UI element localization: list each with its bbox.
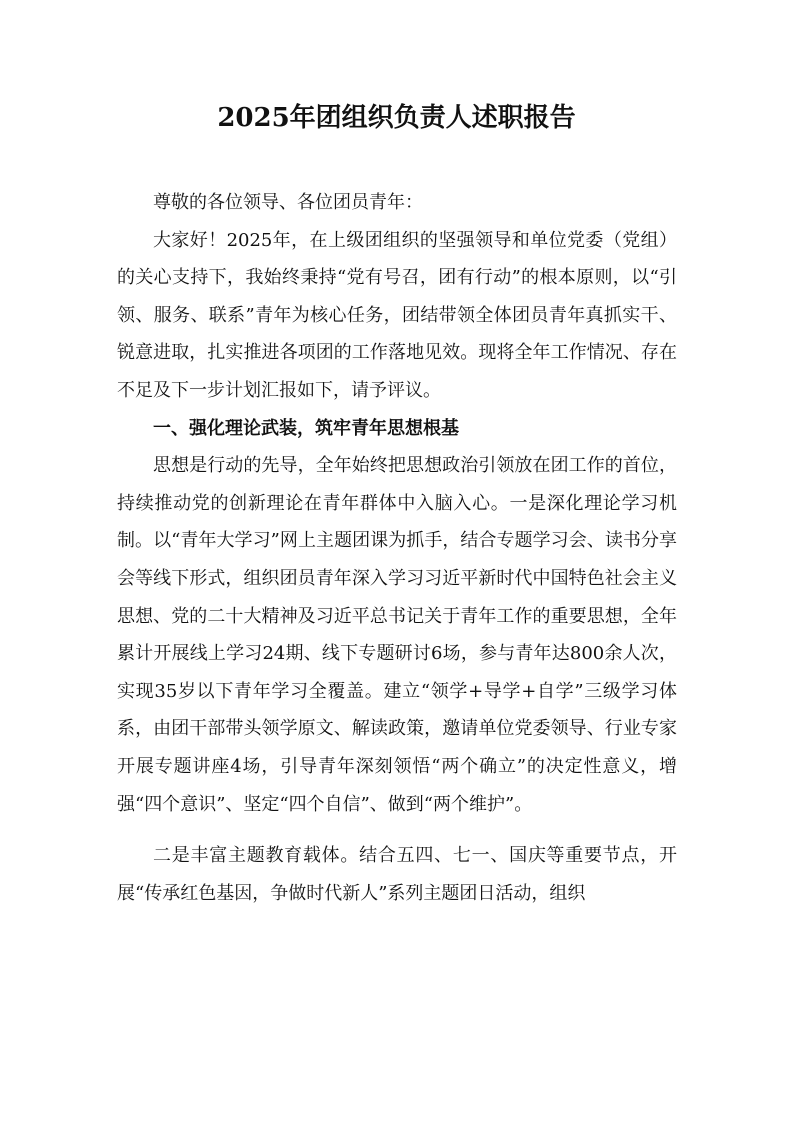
paragraph-section1-2: 二是丰富主题教育载体。结合五四、七一、国庆等重要节点，开展“传承红色基因，争做时代新人”系列主题团日活动，组织	[117, 845, 677, 904]
section-heading-1: 一、强化理论武装，筑牢青年思想根基	[153, 417, 459, 439]
document-title: 2025年团组织负责人述职报告	[217, 103, 576, 133]
paragraph-intro: 大家好！2025年，在上级团组织的坚强领导和单位党委（党组）的关心支持下，我始终秉持“党有号召，团有行动”的根本原则，以“引领、服务、联系”青年为核心任务，团结带领全体团员青年真抓实干、锐意进取，扎实推进各项团的工作落地见效。现将全年工作情况、存在不足及下一步计划汇报如下，请予评议。	[117, 229, 677, 401]
salutation: 尊敬的各位领导、各位团员青年：	[153, 192, 423, 213]
document-body	[117, 184, 677, 912]
paragraph-section1-1: 思想是行动的先导，全年始终把思想政治引领放在团工作的首位，持续推动党的创新理论在青年群体中入脑入心。一是深化理论学习机制。以“青年大学习”网上主题团课为抓手，结合专题学习会、读书分享会等线下形式，组织团员青年深入学习习近平新时代中国特色社会主义思想、党的二十大精神及习近平总书记关于青年工作的重要思想，全年累计开展线上学习24期、线下专题研讨6场，参与青年达800余人次，实现35岁以下青年学习全覆盖。建立“领学+导学+自学”三级学习体系，由团干部带头领学原文、解读政策，邀请单位党委领导、行业专家开展专题讲座4场，引导青年深刻领悟“两个确立”的决定性意义，增强“四个意识”、坚定“四个自信”、做到“两个维护”。	[117, 455, 677, 815]
